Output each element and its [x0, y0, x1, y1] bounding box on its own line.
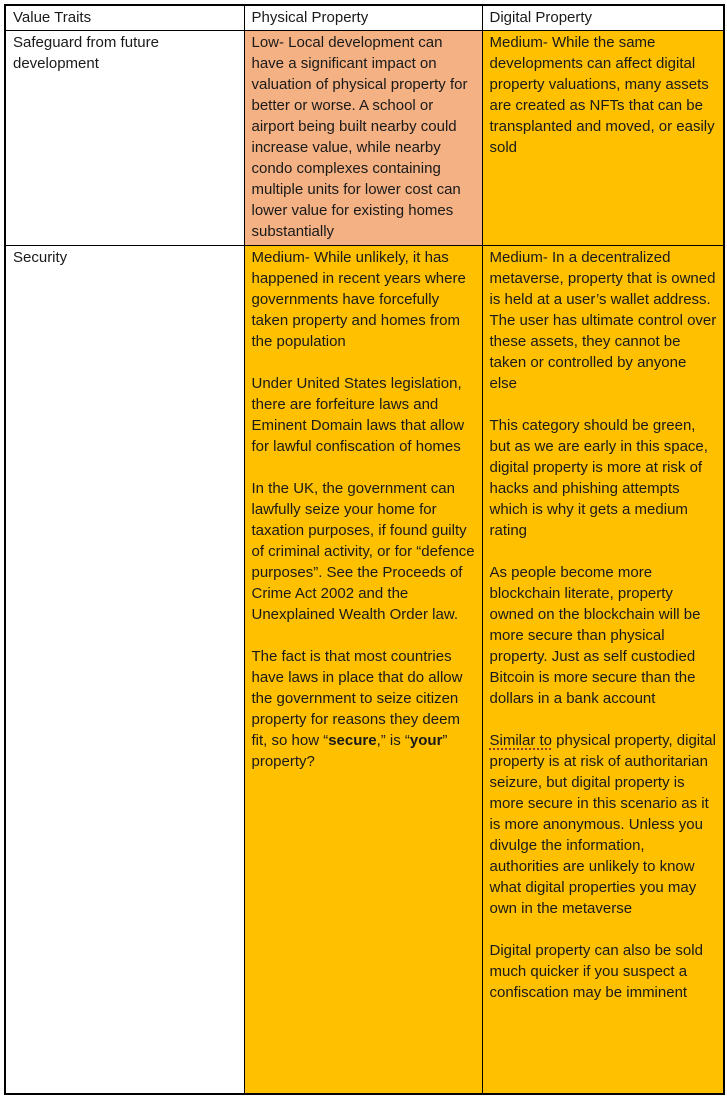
cell-paragraph: [490, 247, 718, 394]
text-segment: Medium- While unlikely, it has happened in recent years where governments have forcefully taken property and homes from the population: [251, 249, 466, 350]
physical-cell-security: [244, 246, 482, 1095]
trait-cell-safeguard: Safeguard from future development: [5, 31, 244, 246]
column-header-physical-property: Physical Property: [244, 5, 482, 31]
cell-paragraph: [490, 730, 718, 919]
table-row-safeguard: [5, 31, 724, 246]
text-segment: This category should be green, but as we are early in this space, digital property is more at risk of hacks and phishing attempts which is why it gets a medium rating: [489, 417, 708, 539]
text-segment: ,” is “: [376, 732, 410, 749]
text-segment: Under United States legislation, there are forfeiture laws and Eminent Domain laws that allow for lawful confiscation of homes: [251, 375, 465, 455]
header-row: [5, 5, 724, 31]
text-segment: Digital property can also be sold much quicker if you suspect a confiscation may be imminent: [489, 942, 703, 1001]
text-segment: In the UK, the government can lawfully seize your home for taxation purposes, if found guilty of criminal activity, or for “defence purposes”. See the Proceeds of Crime Act 2002 and the Unexplained Wealth Order law.: [251, 480, 475, 623]
property-comparison-table: [4, 4, 725, 1095]
trait-cell-security: Security: [5, 246, 244, 1095]
text-segment: ” property?: [251, 732, 448, 770]
text-segment: Low- Local development can have a significant impact on valuation of physical property for better or worse. A school or airport being built nearby could increase value, while nearby condo complexes containing multiple units for lower cost can lower value for existing homes substantially: [251, 34, 468, 240]
text-segment: physical property, digital property is at risk of authoritarian seizure, but digital property is more secure in this scenario as it is more anonymous. Unless you divulge the information, authorities are unlikely to know what digital properties you may own in the metaverse: [489, 732, 716, 917]
cell-paragraph: [490, 562, 718, 709]
text-segment: The fact is that most countries have laws in place that do allow the government to seize citizen property for reasons they deem fit, so how “: [251, 648, 463, 749]
text-segment: Medium- While the same developments can affect digital property valuations, many assets are created as NFTs that can be transplanted and moved, or easily sold: [489, 34, 715, 156]
text-segment: As people become more blockchain literate, property owned on the blockchain will be more secure than physical property. Just as self custodied Bitcoin is more secure than the dollars in a bank account: [489, 564, 701, 707]
bold-text: secure: [328, 732, 377, 749]
column-header-value-traits: Value Traits: [5, 5, 244, 31]
digital-cell-safeguard: [482, 31, 724, 246]
table-row-security: [5, 246, 724, 1095]
cell-paragraph: [252, 247, 476, 352]
cell-paragraph: [490, 415, 718, 541]
cell-paragraph: [252, 32, 476, 242]
dotted-underline-text: Similar to: [489, 732, 553, 749]
physical-cell-safeguard: [244, 31, 482, 246]
cell-paragraph: [490, 940, 718, 1003]
cell-paragraph: [252, 478, 476, 625]
cell-paragraph: [490, 32, 718, 158]
cell-paragraph: [252, 373, 476, 457]
column-header-digital-property: Digital Property: [482, 5, 724, 31]
text-segment: Medium- In a decentralized metaverse, property that is owned is held at a user’s wallet address. The user has ultimate control over these assets, they cannot be taken or controlled by anyone else: [489, 249, 717, 392]
digital-cell-security: [482, 246, 724, 1095]
cell-paragraph: [252, 646, 476, 772]
bold-text: your: [409, 732, 443, 749]
